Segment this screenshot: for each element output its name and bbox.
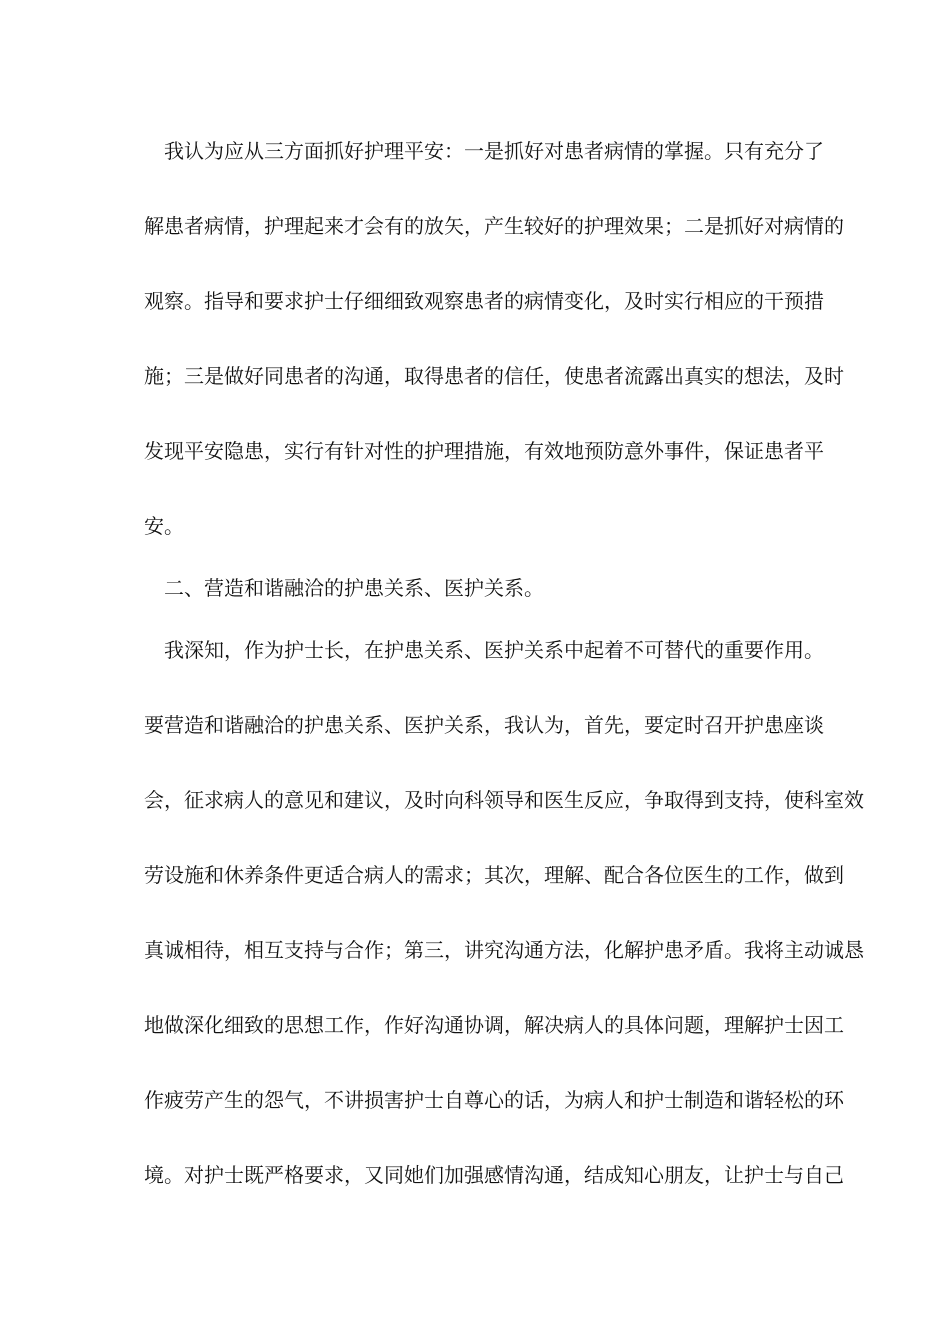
paragraph-1-line-6: 安。	[144, 514, 184, 538]
paragraph-1-line-2: 解患者病情，护理起来才会有的放矢，产生较好的护理效果；二是抓好对病情的	[144, 214, 844, 238]
paragraph-2-line-8: 境。对护士既严格要求，又同她们加强感情沟通，结成知心朋友，让护士与自己	[144, 1163, 844, 1187]
paragraph-2-line-6: 地做深化细致的思想工作，作好沟通协调，解决病人的具体问题，理解护士因工	[144, 1013, 844, 1037]
paragraph-1-line-4: 施；三是做好同患者的沟通，取得患者的信任，使患者流露出真实的想法，及时	[144, 364, 844, 388]
paragraph-1-line-5: 发现平安隐患，实行有针对性的护理措施，有效地预防意外事件，保证患者平	[144, 439, 824, 463]
paragraph-2-line-1: 我深知，作为护士长，在护患关系、医护关系中起着不可替代的重要作用。	[164, 638, 824, 662]
paragraph-2-line-3: 会，征求病人的意见和建议，及时向科领导和医生反应，争取得到支持，使科室效	[144, 788, 864, 812]
paragraph-2-line-7: 作疲劳产生的怨气，不讲损害护士自尊心的话，为病人和护士制造和谐轻松的环	[144, 1088, 844, 1112]
paragraph-1-line-3: 观察。指导和要求护士仔细细致观察患者的病情变化，及时实行相应的干预措	[144, 289, 824, 313]
paragraph-2-line-4: 劳设施和休养条件更适合病人的需求；其次，理解、配合各位医生的工作，做到	[144, 863, 844, 887]
section-heading-2: 二、营造和谐融洽的护患关系、医护关系。	[164, 576, 544, 600]
paragraph-2-line-2: 要营造和谐融洽的护患关系、医护关系，我认为，首先，要定时召开护患座谈	[144, 713, 824, 737]
paragraph-2-line-5: 真诚相待，相互支持与合作；第三，讲究沟通方法，化解护患矛盾。我将主动诚恳	[144, 938, 864, 962]
paragraph-1-line-1: 我认为应从三方面抓好护理平安：一是抓好对患者病情的掌握。只有充分了	[164, 139, 824, 163]
